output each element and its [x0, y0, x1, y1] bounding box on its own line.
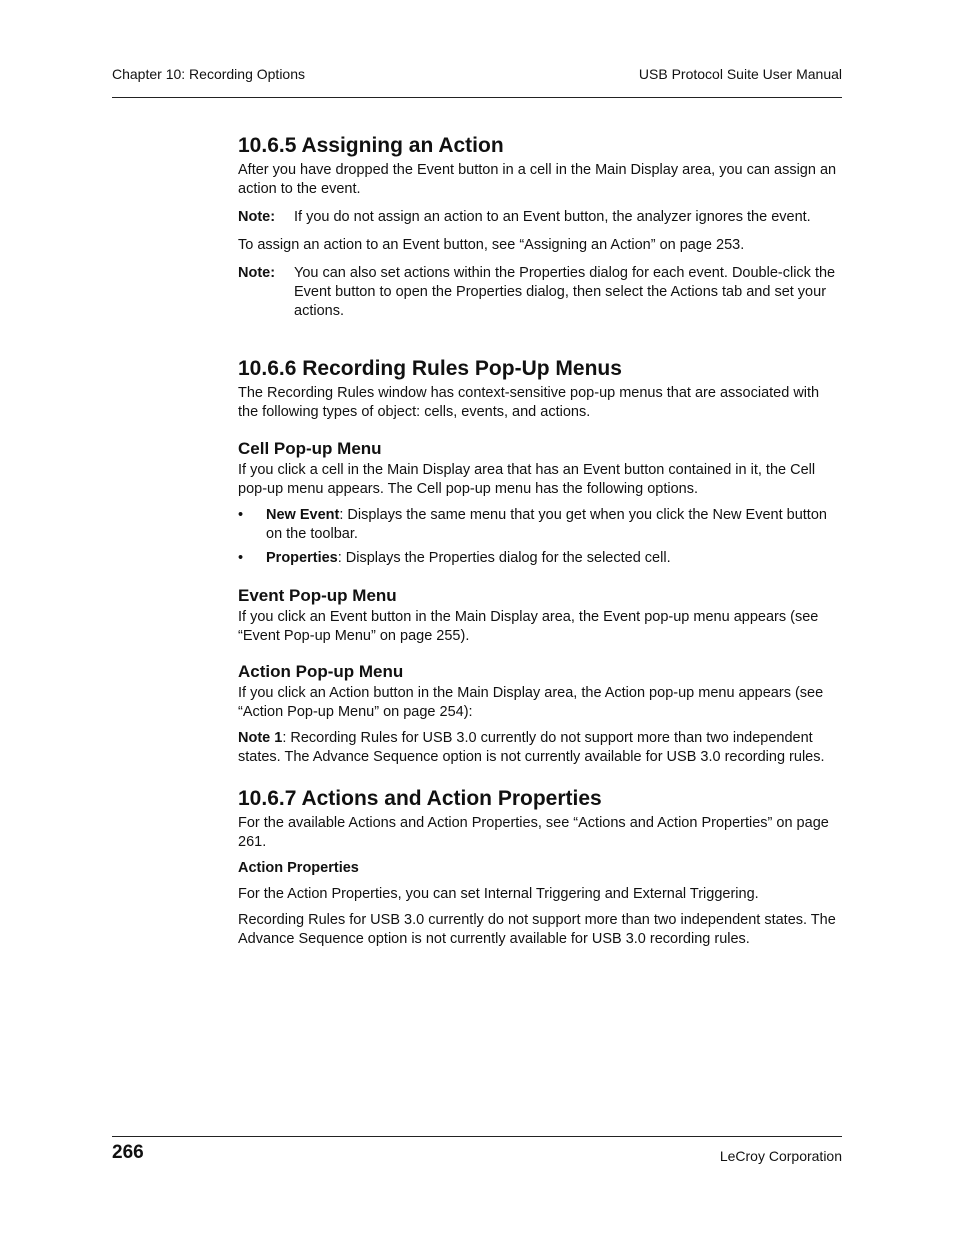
note-1 [238, 729, 842, 767]
page-number: 266 [112, 1142, 144, 1163]
paragraph: If you click an Action button in the Main Display area, the Action pop-up menu appears (see “Action Pop-up Menu” on page 254): [238, 685, 824, 720]
running-header-chapter: Chapter 10: Recording Options [112, 66, 305, 82]
note-label: Note: [238, 265, 276, 281]
running-header-manual-title: USB Protocol Suite User Manual [638, 66, 842, 82]
subsection-title-cell-popup: Cell Pop-up Menu [238, 439, 382, 458]
bullet: • [238, 550, 244, 566]
section-title-10-6-5: 10.6.5 Assigning an Action [238, 134, 504, 157]
footer-rule [112, 1136, 842, 1137]
paragraph: To assign an action to an Event button, see “Assigning an Action” on page 253. [238, 237, 745, 253]
paragraph: The Recording Rules window has context-sensitive pop-up menus that are associated with the following types of object: cells, events, and actions. [238, 385, 820, 420]
paragraph: Recording Rules for USB 3.0 currently do not support more than two independent states. The Advance Sequence option is not currently available for USB 3.0 recording rules. [238, 912, 836, 947]
subheading-action-properties: Action Properties [238, 860, 359, 876]
list-item-desc: : Displays the same menu that you get when you click the New Event button on the toolbar. [266, 507, 827, 542]
list-item-desc: : Displays the Properties dialog for the selected cell. [337, 550, 671, 566]
list-item [238, 506, 842, 544]
note-label: Note: [238, 209, 276, 225]
bullet: • [238, 507, 244, 523]
note-label: Note 1 [238, 730, 283, 746]
note [238, 208, 842, 227]
paragraph: After you have dropped the Event button in a cell in the Main Display area, you can assign an action to the event. [238, 162, 837, 197]
list-item-term: Properties [266, 550, 338, 566]
list-item-term: New Event [266, 507, 340, 523]
list-item [238, 549, 842, 568]
section-title-10-6-6: 10.6.6 Recording Rules Pop-Up Menus [238, 357, 622, 380]
note [238, 264, 842, 321]
note-text: : Recording Rules for USB 3.0 currently do not support more than two independent states. The Advance Sequence option is not currently available for USB 3.0 recording rules. [238, 730, 825, 765]
page-content [238, 131, 842, 949]
paragraph: If you click a cell in the Main Display area that has an Event button contained in it, the Cell pop-up menu appears. The Cell pop-up menu has the following options. [238, 462, 816, 497]
cell-menu-options-list [238, 506, 842, 568]
paragraph: For the Action Properties, you can set Internal Triggering and External Triggering. [238, 886, 759, 902]
section-title-10-6-7: 10.6.7 Actions and Action Properties [238, 787, 602, 810]
note-text: You can also set actions within the Properties dialog for each event. Double-click the Event button to open the Properties dialog, then select the Actions tab and set your actions. [294, 265, 836, 319]
paragraph: For the available Actions and Action Properties, see “Actions and Action Properties” on page 261. [238, 815, 829, 850]
header-rule [112, 97, 842, 98]
footer-company: LeCroy Corporation [719, 1148, 842, 1164]
subsection-title-action-popup: Action Pop-up Menu [238, 662, 404, 681]
subsection-title-event-popup: Event Pop-up Menu [238, 586, 397, 605]
note-text: If you do not assign an action to an Event button, the analyzer ignores the event. [294, 209, 811, 225]
paragraph: If you click an Event button in the Main Display area, the Event pop-up menu appears (see “Event Pop-up Menu” on page 255). [238, 609, 819, 644]
